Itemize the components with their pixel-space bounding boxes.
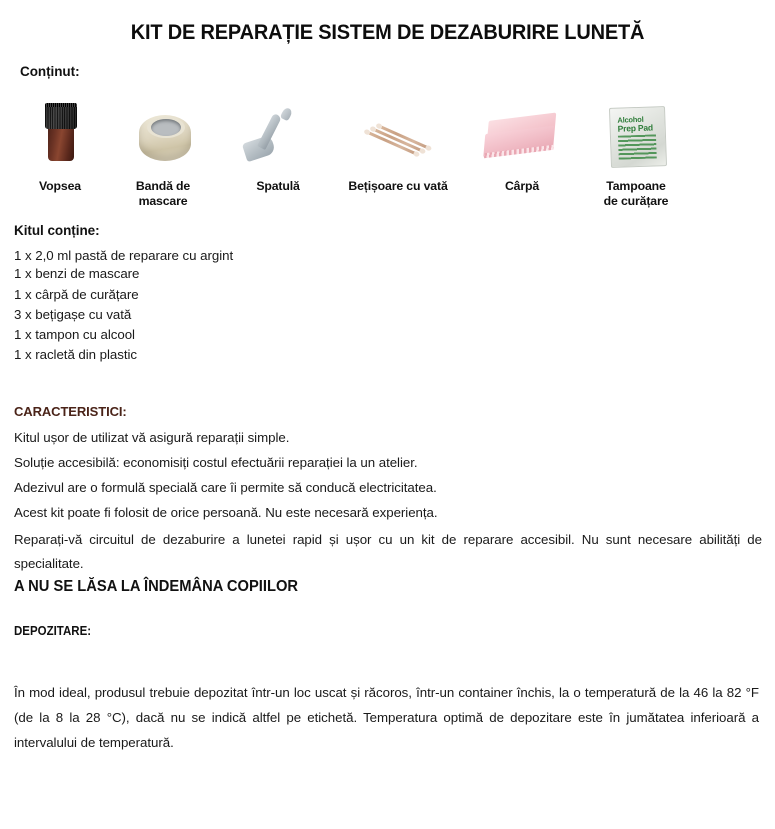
product-label: Bețișoare cu vată [348,179,448,193]
pad-text-block [618,134,657,159]
product-label-line1: Bandă de [135,179,191,193]
product-label [107,179,219,209]
product-label-line2: mascare [138,194,188,208]
masking-tape-icon [107,97,219,175]
warning-text: A NU SE LĂSA LA ÎNDEMÂNA COPIILOR [14,578,299,595]
cloth-icon [466,97,578,175]
storage-body: În mod ideal, produsul trebuie depozitat într-un loc uscat și răcoros, într-un container închis, la o temperatură de la 46 la 82 °F (de la 8 la 28 °C), dacă nu se indică altfel pe etichetă. Temperatura optimă de depozitare este în jumătatea inferioară a intervalului de temperatură. [14,685,759,750]
page-title: KIT DE REPARAȚIE SISTEM DE DEZABURIRE LUNETĂ [130,20,645,45]
list-item: 1 x tampon cu alcool [14,327,135,342]
storage-heading: DEPOZITARE: [14,624,92,638]
list-item: 1 x benzi de mascare [14,266,140,281]
product-label: Cârpă [504,179,540,193]
product-label [580,179,692,209]
kit-contents-list [14,247,414,365]
characteristic-line: Kitul ușor de utilizat vă asigură reparații simple. [14,430,290,445]
product-item-banda-de-mascare [107,97,219,209]
characteristics-heading: CARACTERISTICI: [14,404,127,419]
product-gallery [0,97,775,207]
characteristics-paragraph: Reparați-vă circuitul de dezaburire a lunetei rapid și ușor cu un kit de reparare accesibil. Nu sunt necesare abilități de specialitate. [14,532,762,571]
contents-heading: Conținut: [20,64,80,79]
product-label-line2: de curățare [603,194,669,208]
product-item-carpa [466,97,578,194]
product-label: Vopsea [39,179,81,193]
characteristic-line: Adezivul are o formulă specială care îi permite să conducă electricitatea. [14,480,437,495]
pad-text-line2: Prep Pad [617,122,654,134]
list-item: 1 x cârpă de curățare [14,287,139,302]
characteristic-line: Acest kit poate fi folosit de orice persoană. Nu este necesară experiența. [14,505,438,520]
paint-bottle-icon [4,97,116,175]
alcohol-prep-pad-icon [580,97,692,175]
cotton-swabs-icon [342,97,454,175]
characteristics-body [14,428,762,576]
list-item: 1 x racletă din plastic [14,347,138,362]
product-label-line1: Tampoane [606,179,666,193]
product-label: Spatulă [256,179,300,193]
product-item-tampoane-de-curatare [580,97,692,209]
kit-contents-heading: Kitul conține: [14,223,100,238]
product-item-betisoare-cu-vata [342,97,454,194]
pad-text-line1: Alcohol [617,114,644,125]
list-item: 1 x 2,0 ml pastă de reparare cu argint [14,248,234,263]
product-item-spatula [222,97,334,194]
list-item: 3 x bețigașe cu vată [14,307,132,322]
product-item-vopsea [4,97,116,194]
characteristic-line: Soluție accesibilă: economisiți costul efectuării reparației la un atelier. [14,455,418,470]
spatula-icon [222,97,334,175]
